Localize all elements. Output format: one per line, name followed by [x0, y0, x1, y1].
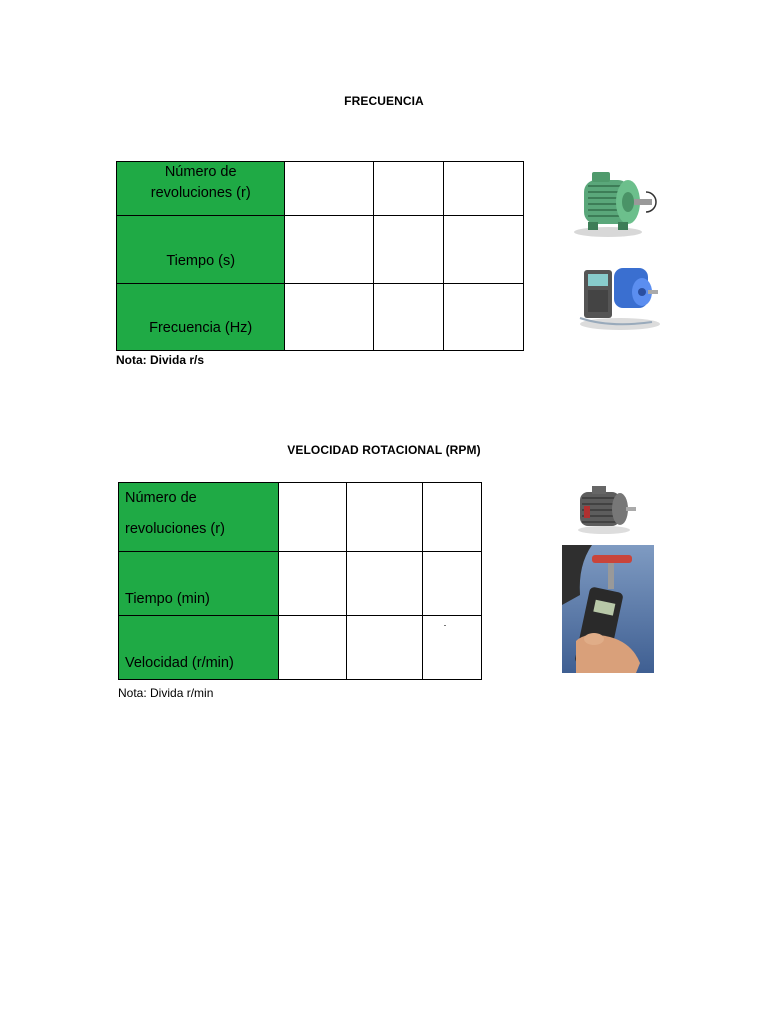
label-line-1: Número de — [164, 164, 237, 180]
table-cell[interactable] — [279, 616, 347, 680]
section2-note: Nota: Divida r/min — [118, 686, 214, 700]
tachometer-measurement-image — [562, 545, 654, 673]
label-line-2: revoluciones (r) — [125, 521, 225, 537]
table-cell[interactable] — [285, 216, 373, 284]
row-label-tiempo: Tiempo (s) — [117, 216, 285, 284]
table-cell[interactable] — [443, 162, 523, 216]
rpm-table — [118, 482, 482, 680]
stray-mark — [444, 625, 446, 626]
section1-title: FRECUENCIA — [344, 94, 424, 108]
table-cell[interactable] — [279, 483, 347, 552]
table-cell[interactable] — [347, 552, 423, 616]
table-cell[interactable] — [373, 216, 443, 284]
table-cell[interactable] — [443, 216, 523, 284]
section2-title: VELOCIDAD ROTACIONAL (RPM) — [287, 443, 481, 457]
green-electric-motor-image — [568, 160, 664, 240]
table-cell[interactable] — [443, 284, 523, 351]
table-cell[interactable] — [285, 284, 373, 351]
row-label-revoluciones — [119, 483, 279, 552]
table-cell[interactable] — [373, 284, 443, 351]
table-cell[interactable] — [423, 552, 482, 616]
table-cell[interactable] — [285, 162, 373, 216]
label-line-2: revoluciones (r) — [150, 185, 251, 201]
frequency-table — [116, 161, 524, 351]
section1-note: Nota: Divida r/s — [116, 353, 205, 367]
label-line-1: Número de — [125, 490, 197, 506]
row-label-tiempo: Tiempo (min) — [119, 552, 279, 616]
row-label-frecuencia: Frecuencia (Hz) — [117, 284, 285, 351]
row-label-velocidad: Velocidad (r/min) — [119, 616, 279, 680]
table-cell[interactable] — [279, 552, 347, 616]
gray-motor-image — [574, 480, 638, 536]
table-cell[interactable] — [423, 483, 482, 552]
row-label-revoluciones — [117, 162, 285, 216]
table-cell[interactable] — [347, 483, 423, 552]
table-cell[interactable] — [373, 162, 443, 216]
table-cell[interactable] — [347, 616, 423, 680]
blue-motor-with-drive-image — [576, 258, 662, 334]
table-cell[interactable] — [423, 616, 482, 680]
